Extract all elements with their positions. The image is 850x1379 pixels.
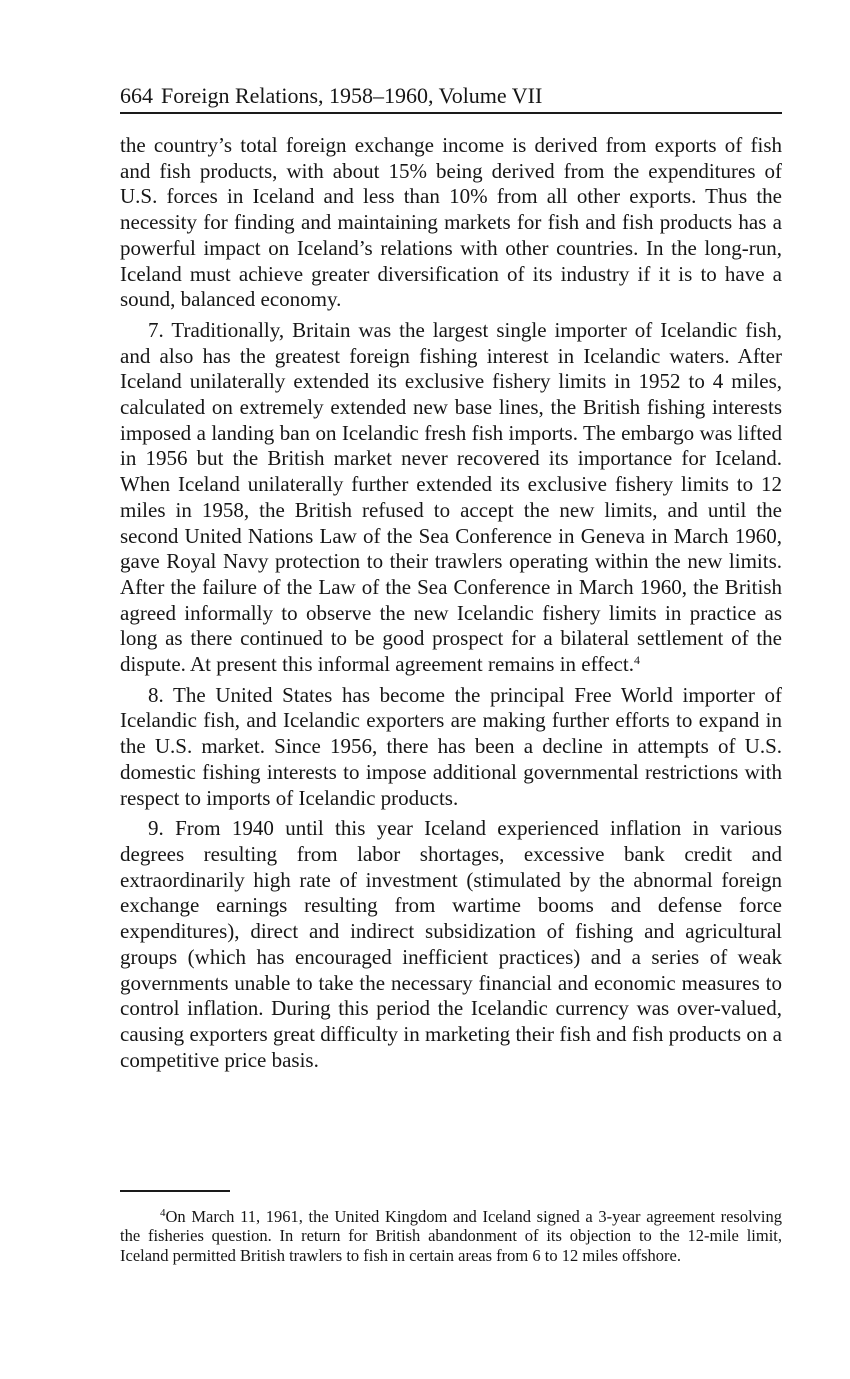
running-header [120,82,782,114]
paragraph-7 [120,318,782,678]
body-text [120,133,782,1073]
footnote-paragraph [120,1207,782,1265]
paragraph-text: 7. Traditionally, Britain was the largest single importer of Icelandic fish, and also has the greatest foreign fishing interest in Icelandic waters. After Iceland unilaterally extended its exclusive fishery limits in 1952 to 4 miles, calculated on extremely extended new base lines, the British fishing interests imposed a landing ban on Icelandic fresh fish imports. The embargo was lifted in 1956 but the British market never recovered its importance for Iceland. When Iceland unilaterally further extended its exclusive fishery limits to 12 miles in 1958, the British refused to accept the new limits, and until the second United Nations Law of the Sea Conference in Geneva in March 1960, gave Royal Navy protection to their trawlers operating within the new limits. After the failure of the Law of the Sea Conference in March 1960, the British agreed informally to observe the new Icelandic fishery limits in practice as long as there continued to be good prospect for a bilateral settlement of the dispute. At present this informal agreement remains in effect. [120,317,782,677]
footnote-reference[interactable]: 4 [633,652,640,667]
paragraph-text: 9. From 1940 until this year Iceland experienced inflation in various degrees resulting from labor shortages, excessive bank credit and extraordinarily high rate of investment (stimulated by the abnormal foreign exchange earnings resulting from wartime booms and defense force expenditures), direct and indirect subsidization of fishing and agricultural groups (which has encouraged inefficient practices) and a series of weak governments unable to take the necessary financial and economic measures to control inflation. During this period the Icelandic currency was over-valued, causing exporters great difficulty in marketing their fish and fish products on a competitive price basis. [120,816,782,1072]
footnote-text: On March 11, 1961, the United Kingdom and Iceland signed a 3-year agreement resolving the fisheries question. In return for British abandonment of its objection to the 12-mile limit, Iceland permitted British trawlers to fish in certain areas from 6 to 12 miles offshore. [120,1207,782,1265]
paragraph-9 [120,816,782,1073]
paragraph-text: the country’s total foreign exchange income is derived from exports of fish and fish products, with about 15% being derived from the expenditures of U.S. forces in Iceland and less than 10% from all other exports. Thus the necessity for finding and maintaining markets for fish and fish products has a powerful impact on Iceland’s relations with other countries. In the long-run, Iceland must achieve greater diversification of its industry if it is to have a sound, balanced economy. [120,133,782,312]
running-title: Foreign Relations, 1958–1960, Volume VII [161,83,543,108]
paragraph-text: 8. The United States has become the principal Free World importer of Icelandic fish, and Icelandic exporters are making further efforts to expand in the U.S. market. Since 1956, there has been a decline in attempts of U.S. domestic fishing interests to impose additional governmental restrictions with respect to imports of Icelandic products. [120,682,782,810]
paragraph-continuation [120,133,782,313]
footnote-divider [120,1190,230,1192]
footnote [120,1207,782,1265]
paragraph-8 [120,683,782,812]
footnote-number: 4 [160,1206,166,1219]
page-number: 664 [120,83,153,108]
